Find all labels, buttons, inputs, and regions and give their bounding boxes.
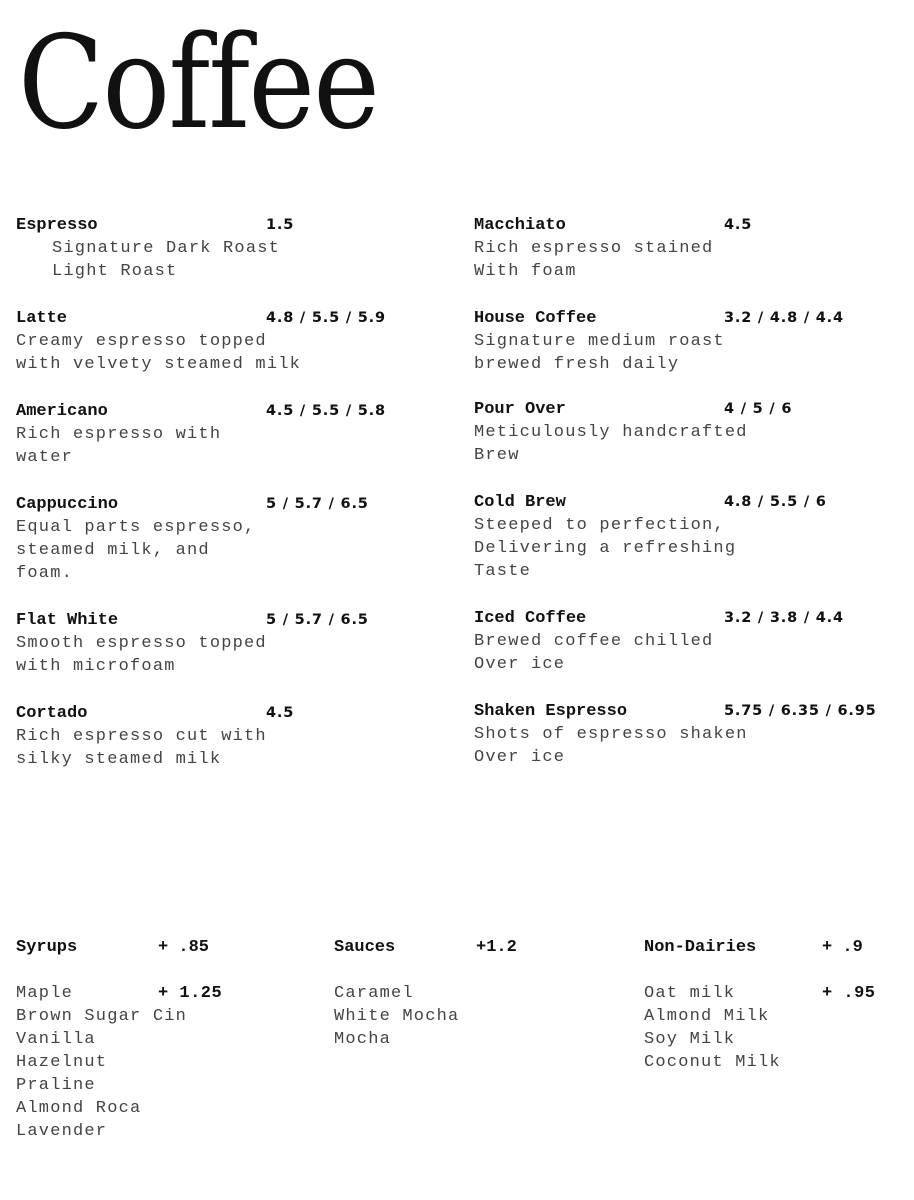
menu-item-americano <box>16 400 386 469</box>
item-name: House Coffee <box>474 309 597 328</box>
item-price: 5 / 5.7 / 6.5 <box>266 496 369 512</box>
option-price: + .95 <box>822 984 876 1003</box>
item-price: 3.2 / 4.8 / 4.4 <box>724 310 844 326</box>
section-price: + .9 <box>822 938 863 957</box>
item-description: Smooth espresso topped <box>16 634 267 653</box>
list-item: White Mocha <box>334 1007 460 1026</box>
item-price: 5 / 5.7 / 6.5 <box>266 612 369 628</box>
item-description: Signature medium roast <box>474 332 725 351</box>
item-description: Taste <box>474 562 532 581</box>
item-name: Cappuccino <box>16 495 119 514</box>
item-description: with velvety steamed milk <box>16 355 302 374</box>
item-price: 5.75 / 6.35 / 6.95 <box>724 703 877 719</box>
item-description: Rich espresso cut with <box>16 727 267 746</box>
item-description: Over ice <box>474 748 566 767</box>
item-description: water <box>16 448 74 467</box>
item-description: Steeped to perfection, <box>474 516 725 535</box>
option-price: + 1.25 <box>158 984 223 1003</box>
item-description: Delivering a refreshing <box>474 539 737 558</box>
item-price: 4.8 / 5.5 / 6 <box>724 494 827 510</box>
option-name: Maple <box>16 984 74 1003</box>
item-price: 1.5 <box>266 217 295 233</box>
item-description: foam. <box>16 564 74 583</box>
item-price: 4.8 / 5.5 / 5.9 <box>266 310 386 326</box>
item-name: Flat White <box>16 611 119 630</box>
menu-item-flat-white <box>16 609 369 678</box>
item-name: Shaken Espresso <box>474 702 628 721</box>
list-item: Caramel <box>334 984 414 1003</box>
item-name: Cortado <box>16 704 88 723</box>
item-description: Rich espresso with <box>16 425 222 444</box>
item-description: Meticulously handcrafted <box>474 423 748 442</box>
option-name: Oat milk <box>644 984 736 1003</box>
list-item: Hazelnut <box>16 1053 108 1072</box>
item-description: Rich espresso stained <box>474 239 714 258</box>
menu-item-latte <box>16 307 386 376</box>
item-description: Signature Dark Roast <box>52 239 281 258</box>
list-item: Soy Milk <box>644 1030 736 1049</box>
item-description: Shots of espresso shaken <box>474 725 748 744</box>
item-description: Creamy espresso topped <box>16 332 267 351</box>
list-item: Praline <box>16 1076 96 1095</box>
item-name: Pour Over <box>474 400 566 419</box>
menu-item-iced-coffee <box>474 607 844 676</box>
item-price: 3.2 / 3.8 / 4.4 <box>724 610 844 626</box>
menu-title: Coffee <box>18 9 379 158</box>
item-description: with microfoam <box>16 657 176 676</box>
section-price: + .85 <box>158 938 210 957</box>
section-heading: Sauces <box>334 938 396 957</box>
item-name: Cold Brew <box>474 493 566 512</box>
item-name: Macchiato <box>474 216 566 235</box>
menu-item-pour-over <box>474 398 793 467</box>
item-price: 4.5 / 5.5 / 5.8 <box>266 403 386 419</box>
menu-item-house-coffee <box>474 307 844 376</box>
section-heading: Non-Dairies <box>644 938 757 957</box>
section-heading: Syrups <box>16 938 78 957</box>
item-description: Over ice <box>474 655 566 674</box>
menu-item-cold-brew <box>474 491 827 583</box>
menu-item-cappuccino <box>16 493 369 585</box>
list-item: Lavender <box>16 1122 108 1141</box>
item-description: Brewed coffee chilled <box>474 632 714 651</box>
item-description: brewed fresh daily <box>474 355 680 374</box>
syrups-section <box>16 936 276 1143</box>
item-name: Espresso <box>16 216 98 235</box>
item-description: Equal parts espresso, <box>16 518 256 537</box>
menu-item-cortado <box>16 702 295 771</box>
list-item: Almond Roca <box>16 1099 142 1118</box>
list-item: Coconut Milk <box>644 1053 781 1072</box>
item-price: 4.5 <box>724 217 753 233</box>
list-item <box>644 982 904 1005</box>
section-price: +1.2 <box>476 938 517 957</box>
menu-item-shaken-espresso <box>474 700 877 769</box>
item-description: Brew <box>474 446 520 465</box>
item-price: 4.5 <box>266 705 295 721</box>
item-price: 4 / 5 / 6 <box>724 401 793 417</box>
item-description: steamed milk, and <box>16 541 210 560</box>
item-name: Americano <box>16 402 108 421</box>
item-description: silky steamed milk <box>16 750 222 769</box>
menu-item-espresso <box>16 214 295 283</box>
list-item: Vanilla <box>16 1030 96 1049</box>
item-description: With foam <box>474 262 577 281</box>
list-item: Brown Sugar Cin <box>16 1007 188 1026</box>
item-name: Iced Coffee <box>474 609 587 628</box>
menu-item-macchiato <box>474 214 753 283</box>
list-item: Almond Milk <box>644 1007 770 1026</box>
item-name: Latte <box>16 309 68 328</box>
sauces-section <box>334 936 594 1051</box>
list-item <box>16 982 276 1005</box>
list-item: Mocha <box>334 1030 392 1049</box>
item-description: Light Roast <box>52 262 178 281</box>
non-dairies-section <box>644 936 904 1074</box>
